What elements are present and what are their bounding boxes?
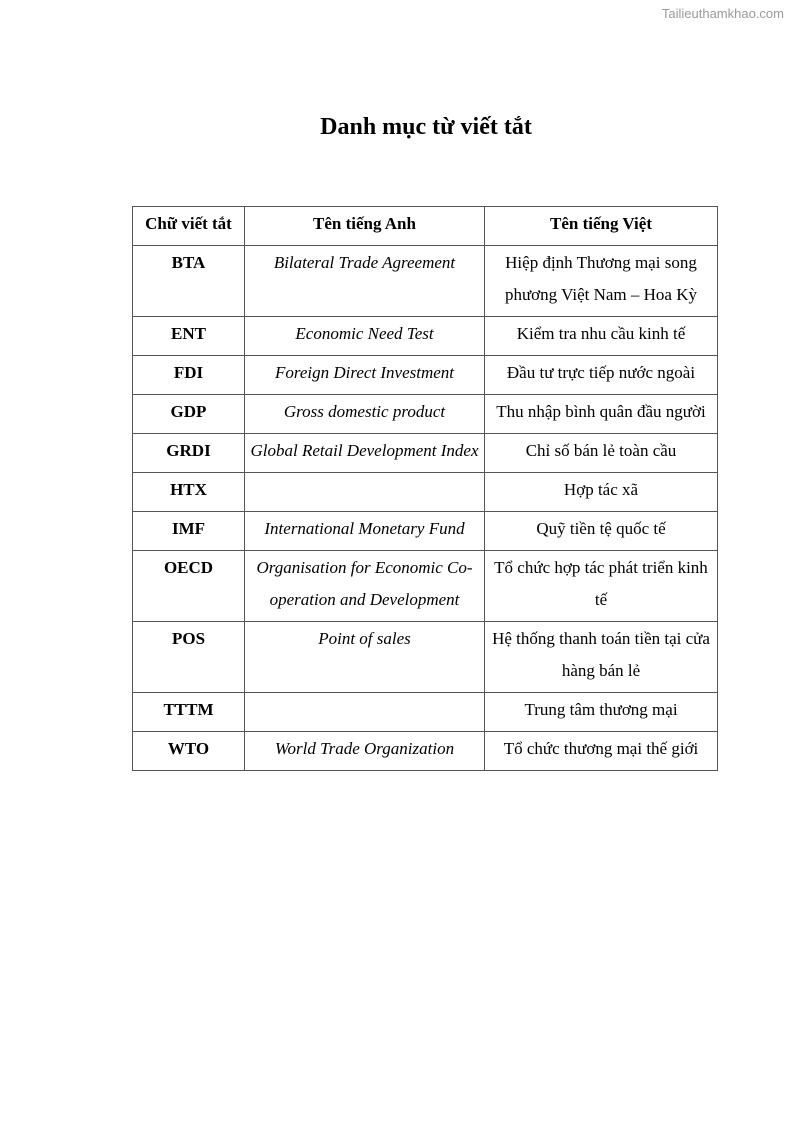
english-name-cell — [245, 693, 485, 732]
vietnamese-name-cell: Quỹ tiền tệ quốc tế — [485, 512, 718, 551]
english-name-cell: Point of sales — [245, 622, 485, 693]
watermark: Tailieuthamkhao.com — [661, 6, 784, 21]
abbreviation-cell: FDI — [133, 356, 245, 395]
english-name-cell: Organisation for Economic Co-operation and Development — [245, 551, 485, 622]
english-name-cell: World Trade Organization — [245, 732, 485, 771]
table-row — [133, 732, 718, 771]
abbreviation-cell: POS — [133, 622, 245, 693]
english-name-cell: Bilateral Trade Agreement — [245, 246, 485, 317]
english-name-cell — [245, 473, 485, 512]
english-name-cell: International Monetary Fund — [245, 512, 485, 551]
vietnamese-name-cell: Tổ chức hợp tác phát triển kinh tế — [485, 551, 718, 622]
vietnamese-name-cell: Kiểm tra nhu cầu kinh tế — [485, 317, 718, 356]
english-name-cell: Global Retail Development Index — [245, 434, 485, 473]
vietnamese-name-cell: Hệ thống thanh toán tiền tại cửa hàng bán lẻ — [485, 622, 718, 693]
table-row — [133, 512, 718, 551]
abbreviation-cell: IMF — [133, 512, 245, 551]
vietnamese-name-cell: Chỉ số bán lẻ toàn cầu — [485, 434, 718, 473]
abbreviation-table — [132, 206, 718, 771]
table-row — [133, 473, 718, 512]
abbreviation-cell: TTTM — [133, 693, 245, 732]
vietnamese-name-cell: Hợp tác xã — [485, 473, 718, 512]
vietnamese-name-cell: Hiệp định Thương mại song phương Việt Nam – Hoa Kỳ — [485, 246, 718, 317]
abbreviation-cell: WTO — [133, 732, 245, 771]
table-row — [133, 246, 718, 317]
header-english-name: Tên tiếng Anh — [245, 207, 485, 246]
english-name-cell: Economic Need Test — [245, 317, 485, 356]
table-row — [133, 395, 718, 434]
abbreviation-cell: GDP — [133, 395, 245, 434]
abbreviation-cell: BTA — [133, 246, 245, 317]
table-row — [133, 317, 718, 356]
abbreviation-cell: GRDI — [133, 434, 245, 473]
header-vietnamese-name: Tên tiếng Việt — [485, 207, 718, 246]
table-row — [133, 551, 718, 622]
table-row — [133, 622, 718, 693]
vietnamese-name-cell: Đầu tư trực tiếp nước ngoài — [485, 356, 718, 395]
vietnamese-name-cell: Tổ chức thương mại thế giới — [485, 732, 718, 771]
english-name-cell: Gross domestic product — [245, 395, 485, 434]
page-title: Danh mục từ viết tắt — [320, 114, 532, 140]
abbreviation-cell: HTX — [133, 473, 245, 512]
table-row — [133, 356, 718, 395]
table-row — [133, 434, 718, 473]
table-header-row — [133, 207, 718, 246]
header-abbreviation: Chữ viết tắt — [133, 207, 245, 246]
abbreviation-cell: OECD — [133, 551, 245, 622]
table-row — [133, 693, 718, 732]
vietnamese-name-cell: Trung tâm thương mại — [485, 693, 718, 732]
abbreviation-cell: ENT — [133, 317, 245, 356]
vietnamese-name-cell: Thu nhập bình quân đầu người — [485, 395, 718, 434]
english-name-cell: Foreign Direct Investment — [245, 356, 485, 395]
